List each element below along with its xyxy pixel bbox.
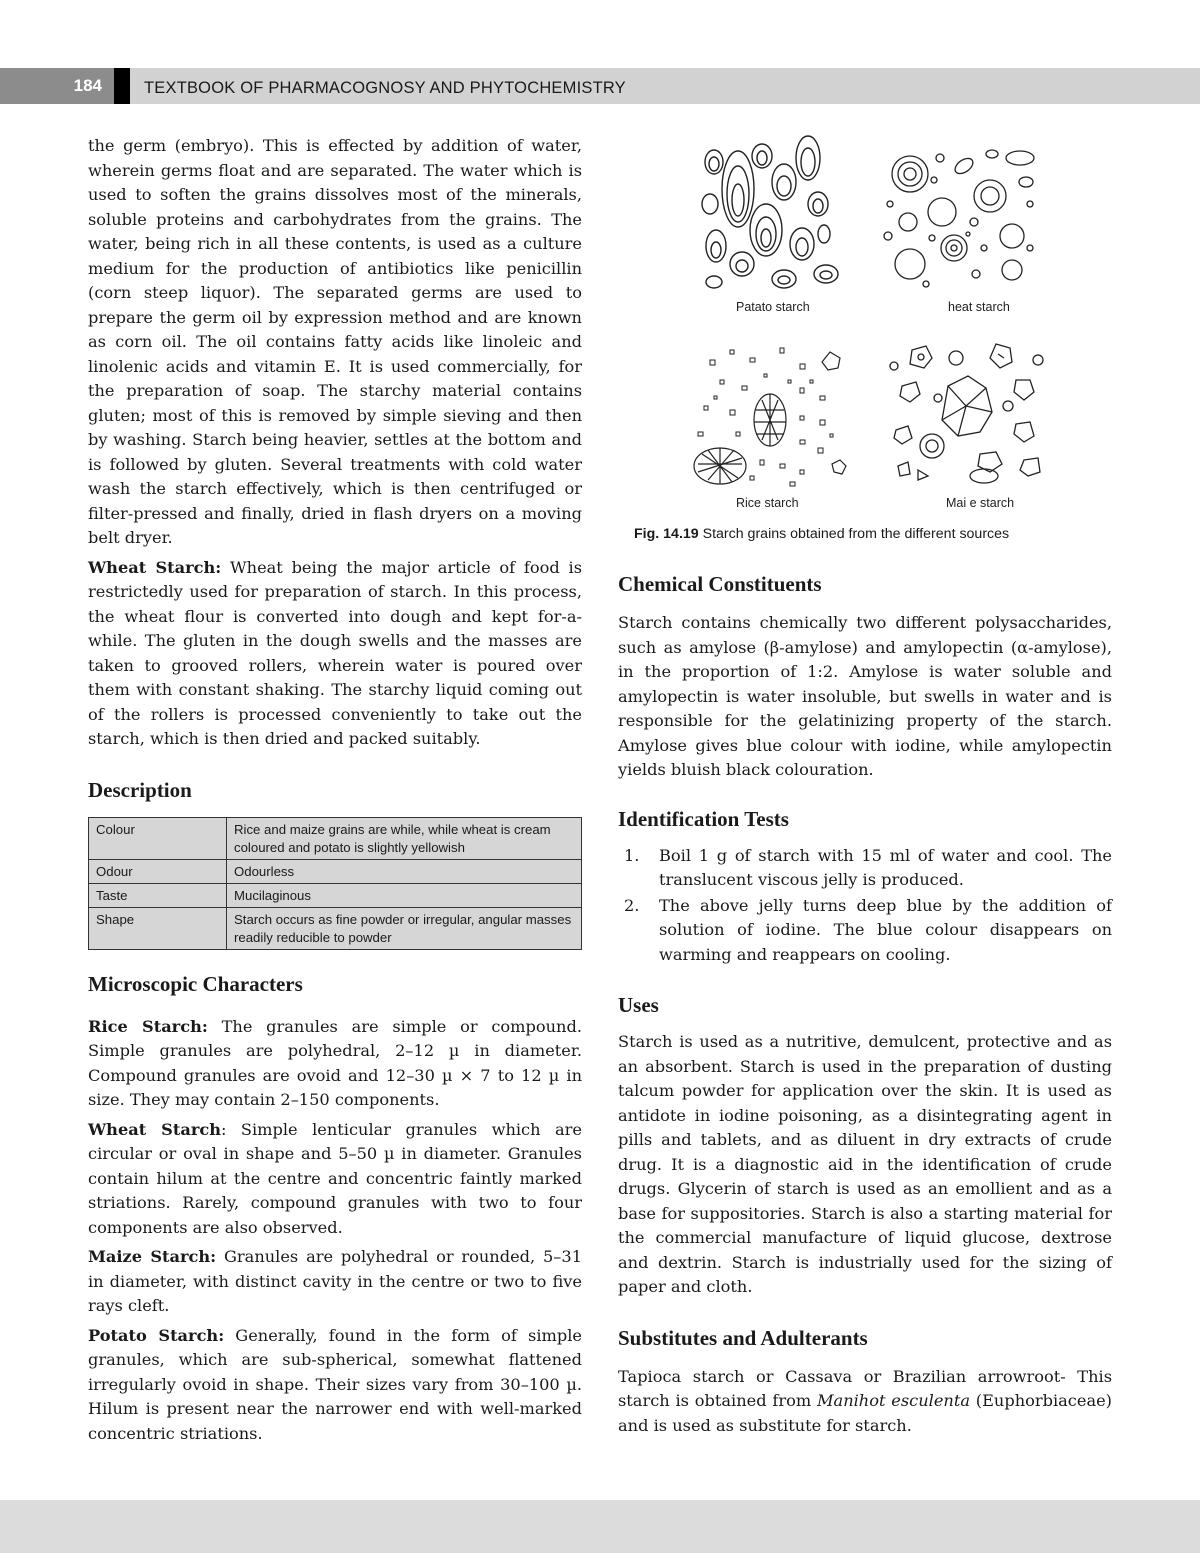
starch-grains-figure — [618, 134, 1112, 542]
wheat-starch-paragraph — [88, 1118, 582, 1241]
description-heading: Description — [88, 777, 192, 802]
list-item — [618, 844, 1112, 893]
figure-caption-number: Fig. 14.19 — [634, 526, 699, 542]
maize-starch-label: Mai e starch — [946, 496, 1015, 510]
table-key: Odour — [89, 859, 227, 883]
table-value: Odourless — [227, 859, 582, 883]
wheat-starch-text: : Simple lenticular granules which are circular or oval in shape and 5–50 µ in diameter. Granules contain hilum at the centre and concentric faintly marked striations. Rarely, compound granules with two to four components are also observed. — [88, 1119, 582, 1237]
potato-starch-label: Patato starch — [736, 300, 810, 314]
wheat-preparation-lead: Wheat Starch: — [88, 557, 222, 577]
figure-caption-text: Starch grains obtained from the different sources — [698, 526, 1010, 542]
table-value: Mucilaginous — [227, 883, 582, 907]
page-number: 184 — [0, 68, 114, 104]
right-column — [618, 134, 1112, 1438]
table-row — [89, 883, 582, 907]
left-column — [88, 134, 582, 1446]
uses-text: Starch is used as a nutritive, demulcent, protective and as an absorbent. Starch is used in the preparation of dusting talcum powder for application over the skin. It is used as antidote in iodine poisoning, as a disintegrating agent in pills and tablets, and as diluent in dry extracts of crude drug. It is a diagnostic aid in the identification of crude drugs. Glycerin of starch is used as an emollient and as a base for suppositories. Starch is also a starting material for the commercial manufacture of liquid glucose, dextrose and dextrin. Starch is industrially used for the sizing of paper and cloth. — [618, 1032, 1112, 1296]
rice-starch-lead: Rice Starch: — [88, 1016, 208, 1036]
substitutes-text-before: Tapioca starch or Cassava or Brazilian arrowroot- This starch is obtained from — [618, 1366, 1112, 1410]
list-item — [618, 894, 1112, 968]
table-key: Colour — [89, 817, 227, 859]
figure-caption — [634, 526, 1112, 542]
wheat-preparation-text: Wheat being the major article of food is restrictedly used for preparation of starch. In this process, the wheat flour is converted into dough and kept for-a-while. The gluten in the dough swells and the masses are taken to grooved rollers, wherein water is poured over them with constant shaking. The starchy liquid coming out of the rollers is processed conveniently to take out the starch, which is then dried and packed suitably. — [88, 557, 582, 748]
potato-starch-lead: Potato Starch: — [88, 1325, 225, 1345]
list-item-number: 1. — [624, 845, 640, 865]
table-row — [89, 859, 582, 883]
wheat-starch-lead: Wheat Starch — [88, 1119, 221, 1139]
list-item-text: Boil 1 g of starch with 15 ml of water and cool. The translucent viscous jelly is produced. — [659, 845, 1112, 889]
intro-paragraph: the germ (embryo). This is effected by addition of water, wherein germs float and are separated. The water which is used to soften the grains dissolves most of the minerals, soluble proteins and carbohydrates from the grains. The water, being rich in all these contents, is used as a culture medium for the production of antibiotics like penicillin (corn steep liquor). The separated germs are used to prepare the germ oil by expression method and are known as corn oil. The oil contains fatty acids like linoleic and linolenic acids and vitamin E. It is used commercially, for the preparation of soap. The starchy material contains gluten; most of this is removed by simple sieving and then by washing. Starch being heavier, settles at the bottom and is followed by gluten. Several treatments with cold water wash the starch effectively, which is then centrifuged or filter-pressed and finally, dried in flash dryers on a moving belt dryer. — [88, 136, 582, 547]
table-key: Shape — [89, 907, 227, 949]
rice-starch-text: The granules are simple or compound. Simple granules are polyhedral, 2–12 µ in diameter. Compound granules are ovoid and 12–30 µ × 7 to 12 µ in size. They may contain 2–150 components. — [88, 1016, 582, 1109]
wheat-preparation-paragraph — [88, 556, 582, 752]
potato-starch-paragraph — [88, 1324, 582, 1447]
table-row — [89, 817, 582, 859]
substitutes-text-after: (Euphorbiaceae) and is used as substitute for starch. — [618, 1391, 1112, 1435]
chemical-constituents-text: Starch contains chemically two different polysaccharides, such as amylose (β-amylose) and amylopectin (α-amylose), in the proportion of 1:2. Amylose is water soluble and amylopectin is water insoluble, but swells in water and is responsible for the gelatinizing property of the starch. Amylose gives blue colour with iodine, while amylopectin yields bluish black colouration. — [618, 613, 1112, 779]
description-table — [88, 817, 582, 950]
maize-starch-text: Granules are polyhedral or rounded, 5–31 in diameter, with distinct cavity in the centre or two to five rays cleft. — [88, 1247, 582, 1315]
substitutes-heading: Substitutes and Adulterants — [618, 1325, 868, 1350]
table-value: Starch occurs as fine powder or irregular, angular masses readily reducible to powder — [227, 907, 582, 949]
table-key: Taste — [89, 883, 227, 907]
footer-band — [0, 1500, 1200, 1553]
rice-starch-label: Rice starch — [736, 496, 799, 510]
list-item-number: 2. — [624, 895, 640, 915]
running-title: TEXTBOOK OF PHARMACOGNOSY AND PHYTOCHEMISTRY — [144, 79, 626, 97]
table-value: Rice and maize grains are while, while wheat is cream coloured and potato is slightly yellowish — [227, 817, 582, 859]
maize-starch-illustration — [888, 336, 1048, 486]
list-item-text: The above jelly turns deep blue by the addition of solution of iodine. The blue colour disappears on warming and reappears on cooling. — [659, 895, 1112, 964]
species-name: Manihot esculenta — [816, 1391, 970, 1410]
identification-tests-heading: Identification Tests — [618, 806, 789, 831]
substitutes-text — [618, 1365, 1112, 1439]
table-row — [89, 907, 582, 949]
maize-starch-paragraph — [88, 1245, 582, 1319]
rice-starch-illustration — [690, 340, 850, 490]
maize-starch-lead: Maize Starch: — [88, 1247, 217, 1266]
chemical-constituents-heading: Chemical Constituents — [618, 572, 822, 596]
wheat-starch-label: heat starch — [948, 300, 1010, 314]
potato-starch-text: Generally, found in the form of simple granules, which are sub-spherical, somewhat flattened irregularly ovoid in shape. Their sizes vary from 30–100 µ. Hilum is present near the narrower end with well-marked concentric striations. — [88, 1325, 582, 1443]
microscopic-heading: Microscopic Characters — [88, 971, 303, 996]
wheat-starch-illustration — [880, 144, 1040, 294]
uses-heading: Uses — [618, 993, 659, 1017]
identification-tests-list — [618, 844, 1112, 968]
header-divider — [114, 68, 130, 104]
rice-starch-paragraph — [88, 1015, 582, 1113]
potato-starch-illustration — [696, 134, 846, 294]
